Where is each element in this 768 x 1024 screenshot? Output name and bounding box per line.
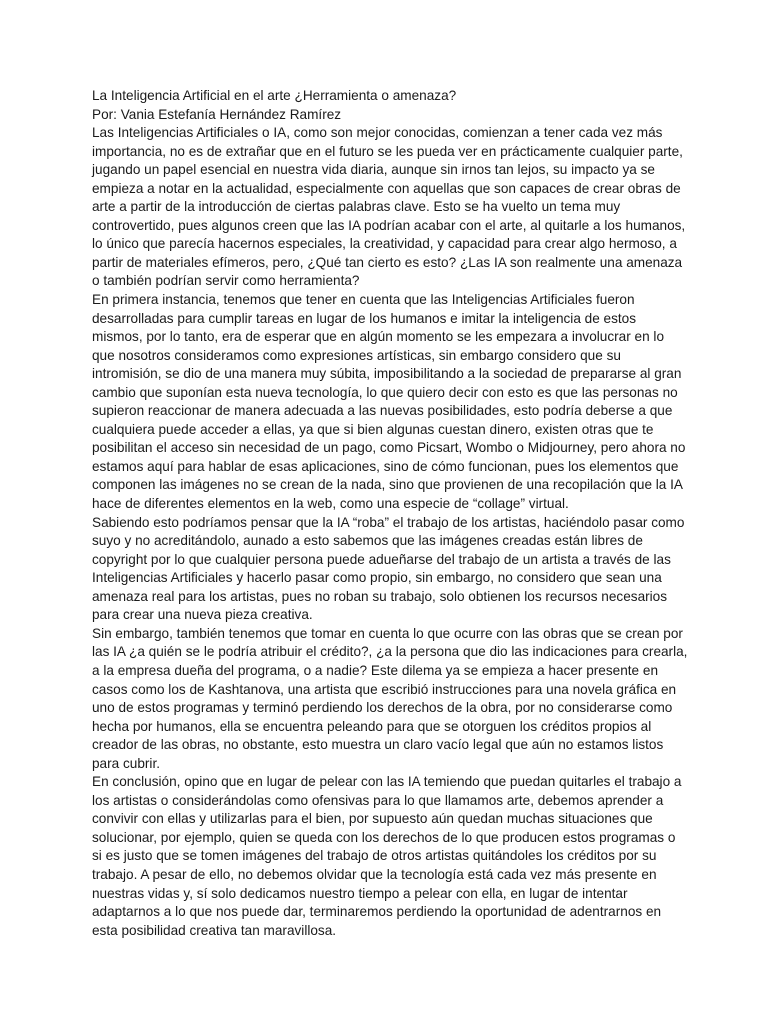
document-title: La Inteligencia Artificial en el arte ¿Herramienta o amenaza?	[92, 88, 457, 103]
document-author: Por: Vania Estefanía Hernández Ramírez	[92, 106, 342, 122]
paragraph-development: En primera instancia, tenemos que tener en cuenta que las Inteligencias Artificiales fueron desarrolladas para cumplir tareas en lugar de los humanos e imitar la inteligencia de estos mismos, por lo tanto, era de esperar que en algún momento se les empezara a involucrar en lo que nosotros consideramos como expresiones artísticas, sin embargo considero que su intromisión, se dio de una manera muy súbita, imposibilitando a la sociedad de prepararse al gran cambio que suponían esta nueva tecnología, lo que quiero decir con esto es que las personas no supieron reaccionar de manera adecuada a las nuevas posibilidades, esto podría deberse a que cualquiera puede acceder a ellas, ya que si bien algunas cuestan dinero, existen otras que te posibilitan el acceso sin necesidad de un pago, como Picsart, Wombo o Midjourney, pero ahora no estamos aquí para hablar de esas aplicaciones, sino de cómo funcionan, pues los elementos que componen las imágenes no se crean de la nada, sino que provienen de una recopilación que la IA hace de diferentes elementos en la web, como una especie de “collage” virtual.	[92, 292, 686, 512]
paragraph-copyright: Sabiendo esto podríamos pensar que la IA “roba” el trabajo de los artistas, haciéndolo pasar como suyo y no acreditándolo, aunado a esto sabemos que las imágenes creadas están libres de copyright por lo que cualquier persona puede adueñarse del trabajo de un artista a través de las Inteligencias Artificiales y hacerlo pasar como propio, sin embargo, no considero que sean una amenaza real para los artistas, pues no roban su trabajo, solo obtienen los recursos necesarios para crear una nueva pieza creativa.	[92, 514, 685, 623]
paragraph-introduction: Las Inteligencias Artificiales o IA, como son mejor conocidas, comienzan a tener cada vez más importancia, no es de extrañar que en el futuro se les pueda ver en prácticamente cualquier parte, jugando un papel esencial en nuestra vida diaria, aunque sin irnos tan lejos, su impacto ya se empieza a notar en la actualidad, especialmente con aquellas que son capaces de crear obras de arte a partir de la introducción de ciertas palabras clave. Esto se ha vuelto un tema muy controvertido, pues algunos creen que las IA podrían acabar con el arte, al quitarle a los humanos, lo único que parecía hacernos especiales, la creatividad, y capacidad para crear algo hermoso, a partir de materiales efímeros, pero, ¿Qué tan cierto es esto? ¿Las IA son realmente una amenaza o también podrían servir como herramienta?	[92, 125, 686, 289]
paragraph-conclusion: En conclusión, opino que en lugar de pelear con las IA temiendo que puedan quitarles el trabajo a los artistas o considerándolas como ofensivas para lo que llamamos arte, debemos aprender a convivir con ellas y utilizarlas para el bien, por supuesto aún quedan muchas situaciones que solucionar, por ejemplo, quien se queda con los derechos de lo que producen estos programas o si es justo que se tomen imágenes del trabajo de otros artistas quitándoles los créditos por su trabajo. A pesar de ello, no debemos olvidar que la tecnología está cada vez más presente en nuestras vidas y, sí solo dedicamos nuestro tiempo a pelear con ella, en lugar de intentar adaptarnos a lo que nos puede dar, terminaremos perdiendo la oportunidad de adentrarnos en esta posibilidad creativa tan maravillosa.	[92, 774, 682, 938]
paragraph-credit-dilemma: Sin embargo, también tenemos que tomar en cuenta lo que ocurre con las obras que se crean por las IA ¿a quién se le podría atribuir el crédito?, ¿a la persona que dio las indicaciones para crearla, a la empresa dueña del programa, o a nadie? Este dilema ya se empieza a hacer presente en casos como los de Kashtanova, una artista que escribió instrucciones para una novela gráfica en uno de estos programas y terminó perdiendo los derechos de la obra, por no considerarse como hecha por humanos, ella se encuentra peleando para que se otorguen los créditos propios al creador de las obras, no obstante, esto muestra un claro vacío legal que aún no estamos listos para cubrir.	[92, 625, 688, 771]
document-body	[92, 87, 688, 940]
